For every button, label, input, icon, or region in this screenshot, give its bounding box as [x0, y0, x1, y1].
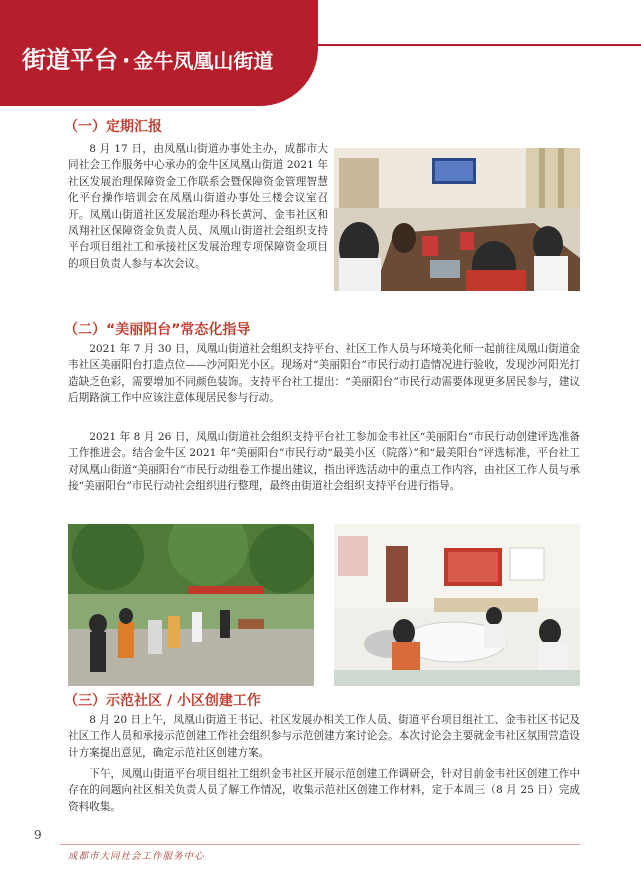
- section2-paragraph1: 2021 年 7 月 30 日，凤凰山街道社会组织支持平台、社区工作人员与环境美化师一起前往凤凰山街道金韦社区美丽阳台打造点位——沙河阳光小区。现场对“美丽阳台”市民行动打造情况进行验收，发现沙河阳光打造缺乏色彩，需要增加不同颜色装饰。支持平台社工提出：“美丽阳台”市民行动需要体现更多居民参与，建议后期路演工作中应该注意体现居民参与行动。: [68, 343, 580, 405]
- page-number: 9: [34, 828, 42, 842]
- header-rule: [318, 44, 641, 46]
- community-outdoor-photo: [68, 524, 314, 686]
- discussion-room-photo: [334, 524, 580, 686]
- footer-organization: 成都市大同社会工作服务中心: [68, 851, 205, 862]
- section2-heading: （二）“美丽阳台”常态化指导: [64, 322, 251, 338]
- header-banner: [0, 0, 318, 106]
- section3-paragraph1: 8 月 20 日上午，凤凰山街道王书记、社区发展办相关工作人员、街道平台项目组社工、金韦社区书记及社区工作人员和承接示范创建工作社会组织参与示范创建方案讨论会。本次讨论会主要就金韦社区氛围营造设计方案提出意见，确定示范社区创建方案。: [68, 714, 580, 759]
- header-subtitle: 金牛凤凰山街道: [133, 49, 274, 73]
- section3-heading: （三）示范社区 / 小区创建工作: [64, 693, 261, 709]
- section2-paragraph2: 2021 年 8 月 26 日，凤凰山街道社会组织支持平台社工参加金韦社区“美丽阳台”市民行动创建评选准备工作推进会。结合金牛区 2021 年“美丽阳台”市民行动“最美小区（院落）”和“最美阳台”评选标准，平台社工对凤凰山街道“美丽阳台”市民行动组卷工作提出建议，指出评选活动中的重点工作内容，由社区工作人员与承接“美丽阳台”市民行动社会组织进行整理，最终由街道社会组织支持平台进行指导。: [68, 431, 580, 493]
- footer-rule: [60, 844, 580, 845]
- header-title: [22, 40, 273, 75]
- header-separator: ·: [122, 49, 131, 74]
- section1-heading: （一）定期汇报: [64, 119, 162, 135]
- section1-paragraph: 8 月 17 日，由凤凰山街道办事处主办，成都市大同社会工作服务中心承办的金牛区凤凰山街道 2021 年社区发展治理保障资金工作联系会暨保障资金管理智慧化平台操作培训会在凤凰山街道办事处三楼会议室召开。凤凰山街道社区发展治理办科长黄河、金韦社区和凤翔社区保障资金负责人员、凤凰山街道社会组织支持平台项目组社工和承接社区发展治理专项保障资金项目的项目负责人参与本次会议。: [68, 143, 328, 270]
- header-main-title: 街道平台: [22, 46, 118, 74]
- meeting-room-photo: [334, 148, 580, 291]
- section3-paragraph2: 下午，凤凰山街道平台项目组社工组织金韦社区开展示范创建工作调研会，针对目前金韦社区创建工作中存在的问题向社区相关负责人员了解工作情况，收集示范社区创建工作材料，定于本周三（8 月 25 日）完成资料收集。: [68, 768, 580, 813]
